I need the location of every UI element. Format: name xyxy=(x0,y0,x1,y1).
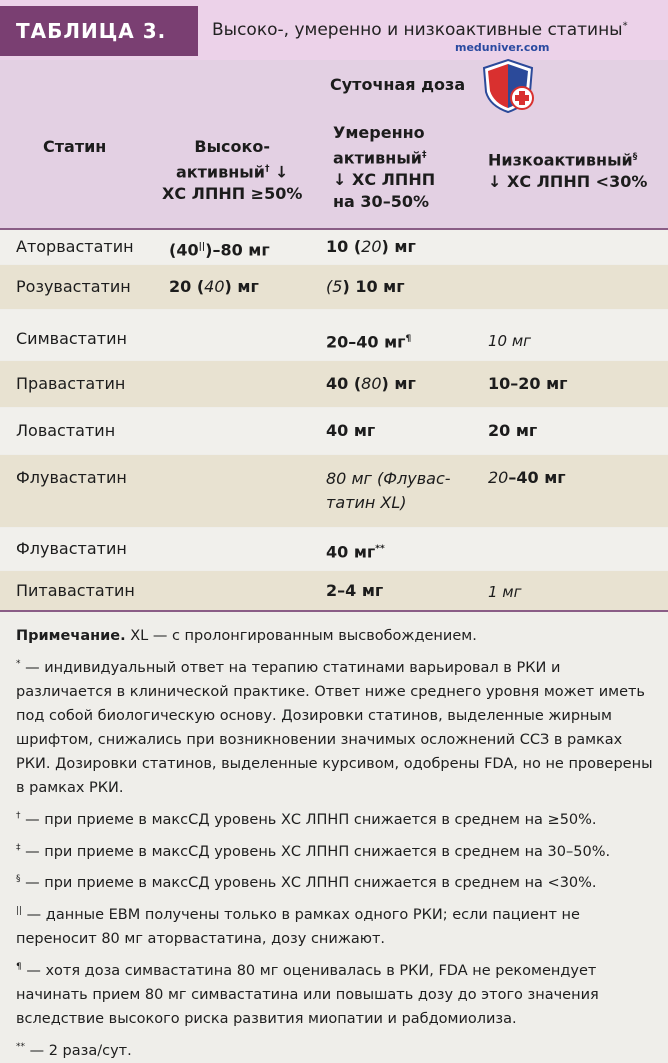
shield-logo-icon xyxy=(478,58,538,114)
moderate-dose: 10 (20) мг xyxy=(326,237,416,256)
note-parallel: || — данные ЕВМ получены только в рамках одного РКИ; если пациент не переносит 80 мг аторвастатина, дозу снижают. xyxy=(16,906,580,948)
note-xl: Примечание. XL — с пролонгированным высвобождением. xyxy=(16,628,477,644)
moderate-dose: 20–40 мг¶ xyxy=(326,332,412,352)
low-dose: 10 мг xyxy=(488,332,532,350)
moderate-dose: 40 мг xyxy=(326,421,376,440)
table-bottom-rule xyxy=(0,610,668,612)
statin-name: Питавастатин xyxy=(16,581,135,600)
moderate-dose: 80 мг (Флувас- татин XL) xyxy=(326,469,451,512)
table-row xyxy=(0,455,668,527)
statin-name: Симвастатин xyxy=(16,329,127,348)
table-title: Высоко-, умеренно и низкоактивные статины* xyxy=(212,20,628,40)
column-header-high: Высоко- активный† ↓ ХС ЛПНП ≥50% xyxy=(162,137,303,204)
statin-name: Флувастатин xyxy=(16,539,127,558)
note-pilcrow: ¶ — хотя доза симвастатина 80 мг оценивалась в РКИ, FDA не рекомендует начинать прием 80 мг симвастатина или повышать дозу до этого значения вследствие высокого риска развития миопатии и рабдомиолиза. xyxy=(16,962,599,1027)
column-header-statin: Статин xyxy=(43,137,107,156)
daily-dose-header: Суточная доза xyxy=(330,75,466,94)
table-notes xyxy=(16,624,656,1063)
table-row xyxy=(0,310,668,360)
statin-name: Флувастатин xyxy=(16,468,127,487)
column-header-low: Низкоактивный§ ↓ ХС ЛПНП <30% xyxy=(488,150,648,192)
low-dose: 1 мг xyxy=(488,583,522,601)
low-dose: 20–40 мг xyxy=(488,468,566,487)
table-row xyxy=(0,571,668,610)
moderate-dose: 40 мг** xyxy=(326,542,385,562)
table-row xyxy=(0,361,668,407)
note-section: § — при приеме в максСД уровень ХС ЛПНП снижается в среднем на <30%. xyxy=(16,874,597,892)
column-header-moderate: Умеренно активный‡ ↓ ХС ЛПНП на 30–50% xyxy=(333,123,436,212)
table-row xyxy=(0,265,668,309)
table-row xyxy=(0,528,668,570)
high-dose: (40||)–80 мг xyxy=(169,240,270,260)
statin-name: Розувастатин xyxy=(16,277,131,296)
low-dose: 10–20 мг xyxy=(488,374,568,393)
statin-name: Правастатин xyxy=(16,374,126,393)
note-double-dagger: ‡ — при приеме в максСД уровень ХС ЛПНП снижается в среднем на 30–50%. xyxy=(16,842,611,860)
table-header-bar xyxy=(0,0,668,60)
table-number-label: ТАБЛИЦА 3. xyxy=(0,6,198,56)
low-dose: 20 мг xyxy=(488,421,538,440)
moderate-dose: 2–4 мг xyxy=(326,581,384,600)
statin-name: Ловастатин xyxy=(16,421,116,440)
high-dose: 20 (40) мг xyxy=(169,277,259,296)
moderate-dose: (5) 10 мг xyxy=(326,277,405,296)
table-column-headers xyxy=(0,60,668,230)
table-row xyxy=(0,408,668,454)
table-row xyxy=(0,230,668,264)
statin-name: Аторвастатин xyxy=(16,237,134,256)
note-dagger: † — при приеме в максСД уровень ХС ЛПНП снижается в среднем на ≥50%. xyxy=(16,810,597,828)
watermark-text: meduniver.com xyxy=(455,41,550,54)
note-star: * — индивидуальный ответ на терапию статинами варьировал в РКИ и различается в клинической практике. Ответ ниже среднего уровня может иметь под собой биологическую основу. Дозировки статинов, выделенные жирным шрифтом, снижались при возникновении значимых осложнений ССЗ в рамках РКИ. Дозировки статинов, выделенные курсивом, одобрены FDA, но не проверены в рамках РКИ. xyxy=(16,659,653,796)
note-double-star: ** — 2 раза/сут. xyxy=(16,1041,132,1059)
moderate-dose: 40 (80) мг xyxy=(326,374,416,393)
